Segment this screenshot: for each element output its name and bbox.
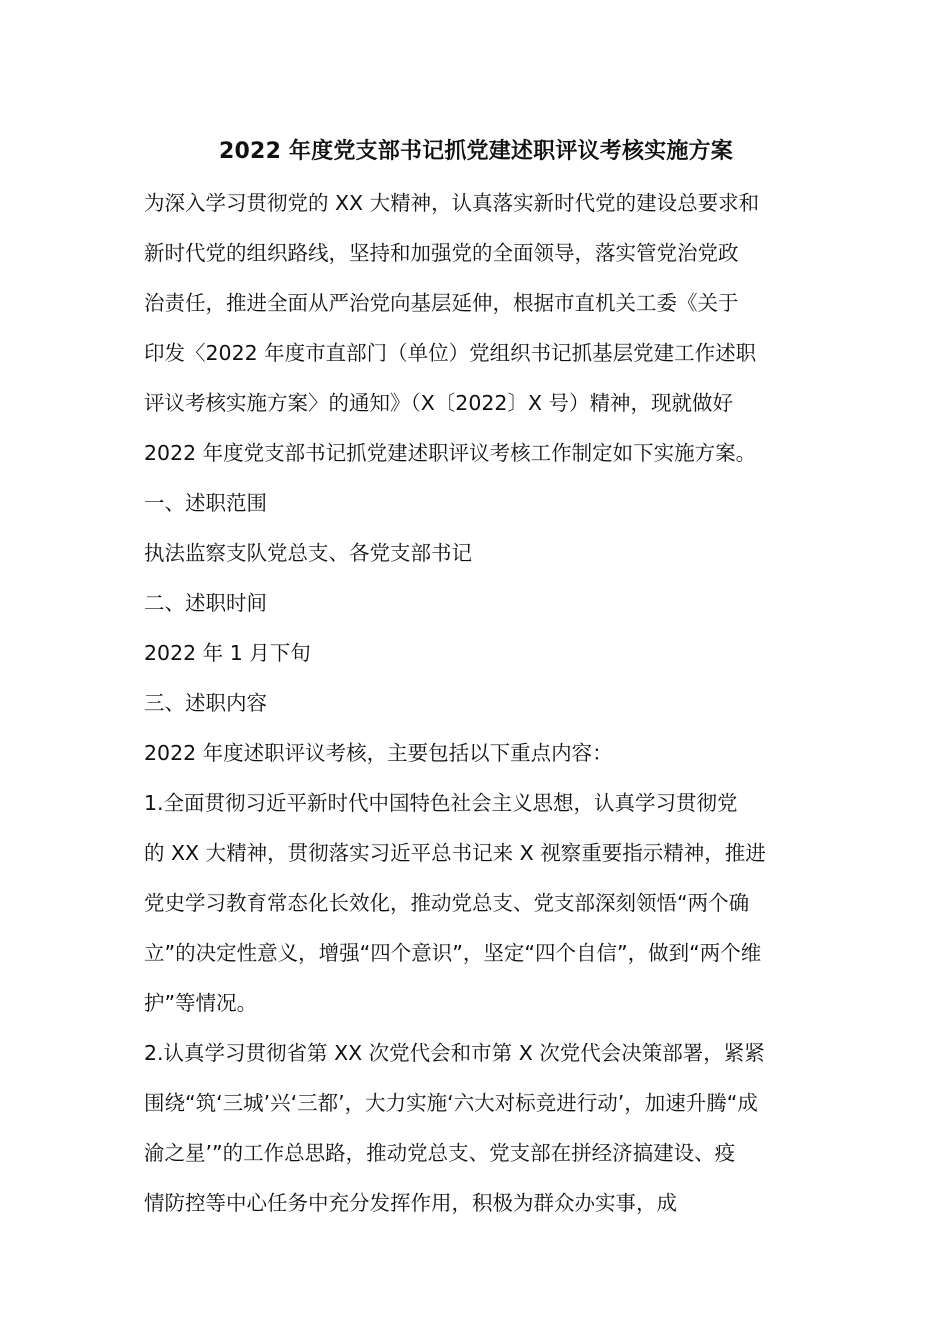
body-line: 2022 年 1 月下旬 — [144, 641, 311, 665]
body-line: 2022 年度党支部书记抓党建述职评议考核工作制定如下实施方案。 — [144, 441, 757, 465]
body-line: 渝之星’”的工作总思路，推动党总支、党支部在拼经济搞建设、疫 — [144, 1141, 736, 1165]
body-line: 2.认真学习贯彻省第 XX 次党代会和市第 X 次党代会决策部署，紧紧 — [144, 1041, 765, 1065]
body-line: 执法监察支队党总支、各党支部书记 — [144, 541, 472, 565]
body-line: 党史学习教育常态化长效化，推动党总支、党支部深刻领悟“两个确 — [144, 891, 750, 915]
body-line: 新时代党的组织路线，坚持和加强党的全面领导，落实管党治党政 — [144, 241, 739, 265]
body-line: 立”的决定性意义，增强“四个意识”，坚定“四个自信”，做到“两个维 — [144, 941, 762, 965]
body-line: 印发〈2022 年度市直部门（单位）党组织书记抓基层党建工作述职 — [144, 341, 757, 365]
body-line: 1.全面贯彻习近平新时代中国特色社会主义思想，认真学习贯彻党 — [144, 791, 738, 815]
body-line: 为深入学习贯彻党的 XX 大精神，认真落实新时代党的建设总要求和 — [144, 191, 760, 215]
document-body — [144, 178, 808, 1228]
body-line: 2022 年度述职评议考核，主要包括以下重点内容： — [144, 741, 613, 765]
body-line: 护”等情况。 — [144, 991, 258, 1015]
body-line: 治责任，推进全面从严治党向基层延伸，根据市直机关工委《关于 — [144, 291, 739, 315]
body-line: 情防控等中心任务中充分发挥作用，积极为群众办实事，成 — [144, 1191, 677, 1215]
body-line: 围绕“筑‘三城’兴‘三都’，大力实施‘六大对标竞进行动’，加速升腾“成 — [144, 1091, 758, 1115]
document-title: 2022 年度党支部书记抓党建述职评议考核实施方案 — [219, 139, 733, 164]
body-line: 评议考核实施方案〉的通知》（X〔2022〕X 号）精神，现就做好 — [144, 391, 734, 415]
section-heading: 二、述职时间 — [144, 591, 267, 615]
section-heading: 一、述职范围 — [144, 491, 267, 515]
section-heading: 三、述职内容 — [144, 691, 267, 715]
body-line: 的 XX 大精神，贯彻落实习近平总书记来 X 视察重要指示精神，推进 — [144, 841, 766, 865]
